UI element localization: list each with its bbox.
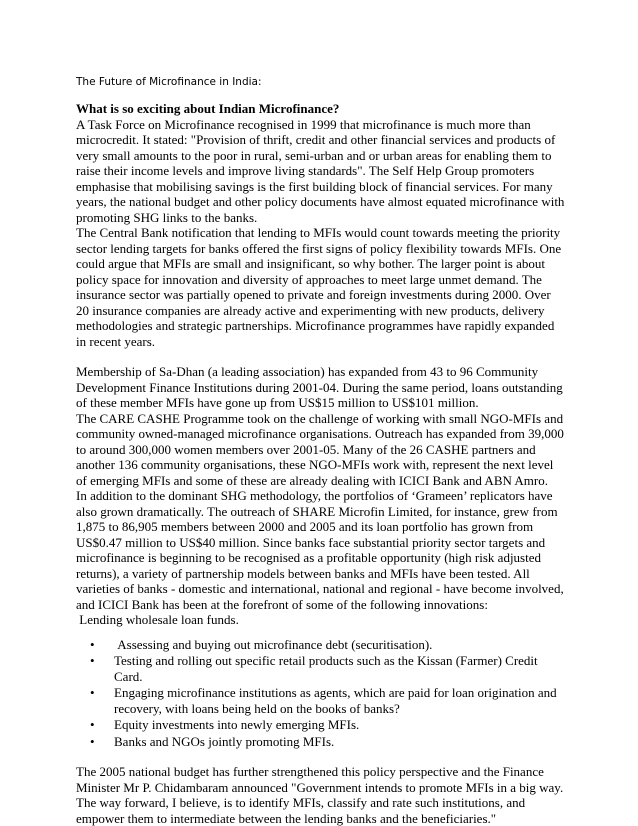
bullet-icon: • (90, 733, 95, 749)
paragraph-task-force: A Task Force on Microfinance recognised in 1999 that microfinance is much more than microcredit. It stated: "Provision of thrift, credit and other financial services and products of very small amounts to the poor in rural, semi-urban and or urban areas for enabling them to raise their income levels and improve living standards". The Self Help Group promoters emphasise that mobilising savings is the first building block of financial services. For many years, the national budget and other policy documents have almost equated microfinance with promoting SHG links to the banks. (76, 116, 565, 225)
list-item (76, 734, 566, 750)
section-heading: What is so exciting about Indian Microfinance? (76, 101, 340, 116)
paragraph-gap (76, 349, 566, 364)
paragraph-sa-dhan: Membership of Sa-Dhan (a leading association) has expanded from 43 to 96 Community Development Finance Institutions during 2001-04. During the same period, loans outstanding of these member MFIs have gone up from US$15 million to US$101 million. (76, 364, 563, 410)
list-item-text: Engaging microfinance institutions as agents, which are paid for loan origination and recovery, with loans being held on the books of banks? (114, 685, 557, 716)
paragraph-lending-wholesale: Lending wholesale loan funds. (76, 612, 239, 627)
bullet-icon: • (90, 653, 95, 668)
paragraph-central-bank: The Central Bank notification that lending to MFIs would count towards meeting the priority sector lending targets for banks offered the first signs of policy flexibility towards MFIs. One could argue that MFIs are small and insignificant, so why bother. The larger point is about policy space for innovation and diversity of approaches to meet large unmet demand. The insurance sector was partially opened to private and foreign investments during 2000. Over 20 insurance companies are already active and experimenting with new products, delivery methodologies and strategic partnerships. Microfinance programmes have rapidly expanded in recent years. (76, 225, 562, 349)
list-item (76, 717, 566, 733)
list-item-text: Assessing and buying out microfinance debt (securitisation). (114, 636, 433, 652)
list-item-text: Banks and NGOs jointly promoting MFIs. (114, 733, 335, 749)
document-page (76, 76, 566, 826)
list-item-text: Testing and rolling out specific retail products such as the Kissan (Farmer) Credit Card. (114, 653, 538, 684)
bullet-icon: • (90, 636, 95, 652)
bullet-icon: • (90, 717, 95, 732)
list-item (76, 637, 566, 653)
list-item-text: Equity investments into newly emerging MFIs. (114, 717, 360, 732)
list-item (76, 685, 566, 716)
innovations-list (76, 637, 566, 750)
bullet-icon: • (90, 685, 95, 700)
list-item (76, 653, 566, 684)
paragraph-grameen: In addition to the dominant SHG methodology, the portfolios of ‘Grameen’ replicators have also grown dramatically. The outreach of SHARE Microfin Limited, for instance, grew from 1,875 to 86,905 members between 2000 and 2005 and its loan portfolio has grown from US$0.47 million to US$40 million. Since banks face substantial priority sector targets and microfinance is beginning to be recognised as a profitable opportunity (high risk adjusted returns), a variety of partnership models between banks and MFIs have been tested. All varieties of banks - domestic and international, national and regional - have become involved, and ICICI Bank has been at the forefront of some of the following innovations: (76, 488, 564, 612)
paragraph-care-cashe: The CARE CASHE Programme took on the challenge of working with small NGO-MFIs and community owned-managed microfinance organisations. Outreach has expanded from 39,000 to around 300,000 women members over 2001-05. Many of the 26 CASHE partners and another 136 community organisations, these NGO-MFIs work with, represent the next level of emerging MFIs and some of these are already dealing with ICICI Bank and ABN Amro. (76, 410, 564, 488)
document-title: The Future of Microfinance in India: (76, 76, 262, 88)
paragraph-budget-2005: The 2005 national budget has further strengthened this policy perspective and the Finance Minister Mr P. Chidambaram announced "Government intends to promote MFIs in a big way. The way forward, I believe, is to identify MFIs, classify and rate such institutions, and empower them to intermediate between the lending banks and the beneficiaries." (76, 764, 564, 826)
